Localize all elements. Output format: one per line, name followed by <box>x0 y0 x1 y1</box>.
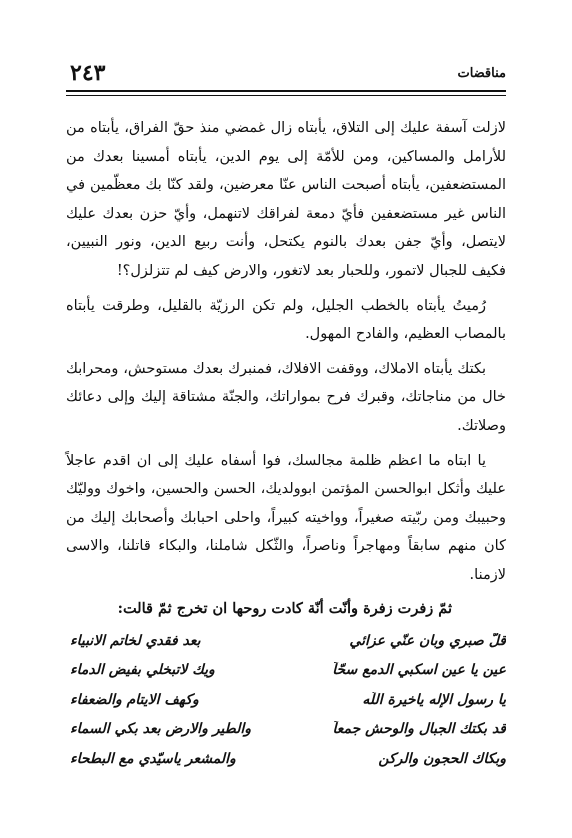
verse-second-hemistich: والمشعر ياسيّدي مع البطحاء <box>70 750 236 767</box>
verse-intro: ثمّ زفرت زفرة وأنّت أنّة كادت روحها ان تخرج ثمّ قالت: <box>117 600 452 617</box>
body-text <box>66 114 506 590</box>
verse-first-hemistich: يا رسول الإله ياخيرة اللّه <box>362 691 506 708</box>
paragraph: رُميتُ يأبتاه بالخطب الجليل، ولم تكن الرزيّة بالقليل، وطرقت يأبتاه بالمصاب العظيم، والفادح المهول. <box>66 297 506 343</box>
verse-second-hemistich: بعد فقدي لخاتم الانبياء <box>70 632 201 649</box>
header-rule-thick <box>66 90 506 92</box>
verse-first-hemistich: وبكاك الحجون والركن <box>378 750 506 767</box>
paragraph: لازلت آسفة عليك إلى التلاق، يأبتاه زال غمضي منذ حقّ الفراق، يأبتاه من للأرامل والمساكين، ومن للأمّة إلى يوم الدين، يأبتاه أمسينا بعدك من المستضعفين، يأبتاه أصبحت الناس عنّا معرضين، ولقد كنّا بك معظّمين في الناس غير مستضعفين فأيّ دمعة لفراقك لاتنهمل، وأيّ حزن بعدك عليك لايتصل، وأيّ جفن بعدك بالنوم يكتحل، وأنت ربيع الدين، ونور النبيين، فكيف للجبال لاتمور، وللحبار بعد لاتغور، والارض كيف لم تتزلزل؟! <box>66 120 506 279</box>
verse-first-hemistich: قلّ صبري وبان عنّي عزائي <box>349 632 506 649</box>
page-number: ٢٤٣ <box>70 60 106 86</box>
verse-second-hemistich: وكهف الايتام والضعفاء <box>70 691 199 708</box>
verse-first-hemistich: عين يا عين اسكبي الدمع سحّاً <box>332 662 506 679</box>
verse-line <box>70 685 506 715</box>
paragraph: بكتك يأبتاه الاملاك، ووقفت الافلاك، فمنبرك بعدك مستوحش، ومحرابك خال من مناجاتك، وقبرك فرح بمواراتك، والجنّة مشتاقة إليك وإلى دعائك وصلاتك. <box>66 360 506 434</box>
verse-second-hemistich: ويك لاتبخلي بفيض الدماء <box>70 662 215 679</box>
verse-line <box>70 656 506 686</box>
running-head: مناقضات <box>457 66 506 81</box>
verse-second-hemistich: والطير والارض بعد بكي السماء <box>70 721 252 738</box>
paragraph: يا ابتاه ما اعظم ظلمة مجالسك، فوا أسفاه عليك إلى ان اقدم عاجلاً عليك وأثكل ابوالحسن المؤتمن ابوولديك، الحسن والحسين، واخوك ووليّك وحبيبك ومن ربّيته صغيراً، وواخيته كبيراً، واحلى احبابك وأصحابك إليك من كان منهم سابقاً ومهاجراً وناصراً، والثّكل شاملنا، والبكاء قاتلنا، والاسى لازمنا. <box>66 452 506 583</box>
verse-first-hemistich: قد بكتك الجبال والوحش جمعاً <box>332 721 506 738</box>
verse-line <box>70 626 506 656</box>
verse-line <box>70 715 506 745</box>
verse-line <box>70 744 506 774</box>
poem <box>70 626 506 774</box>
header-rule-thin <box>66 95 506 96</box>
